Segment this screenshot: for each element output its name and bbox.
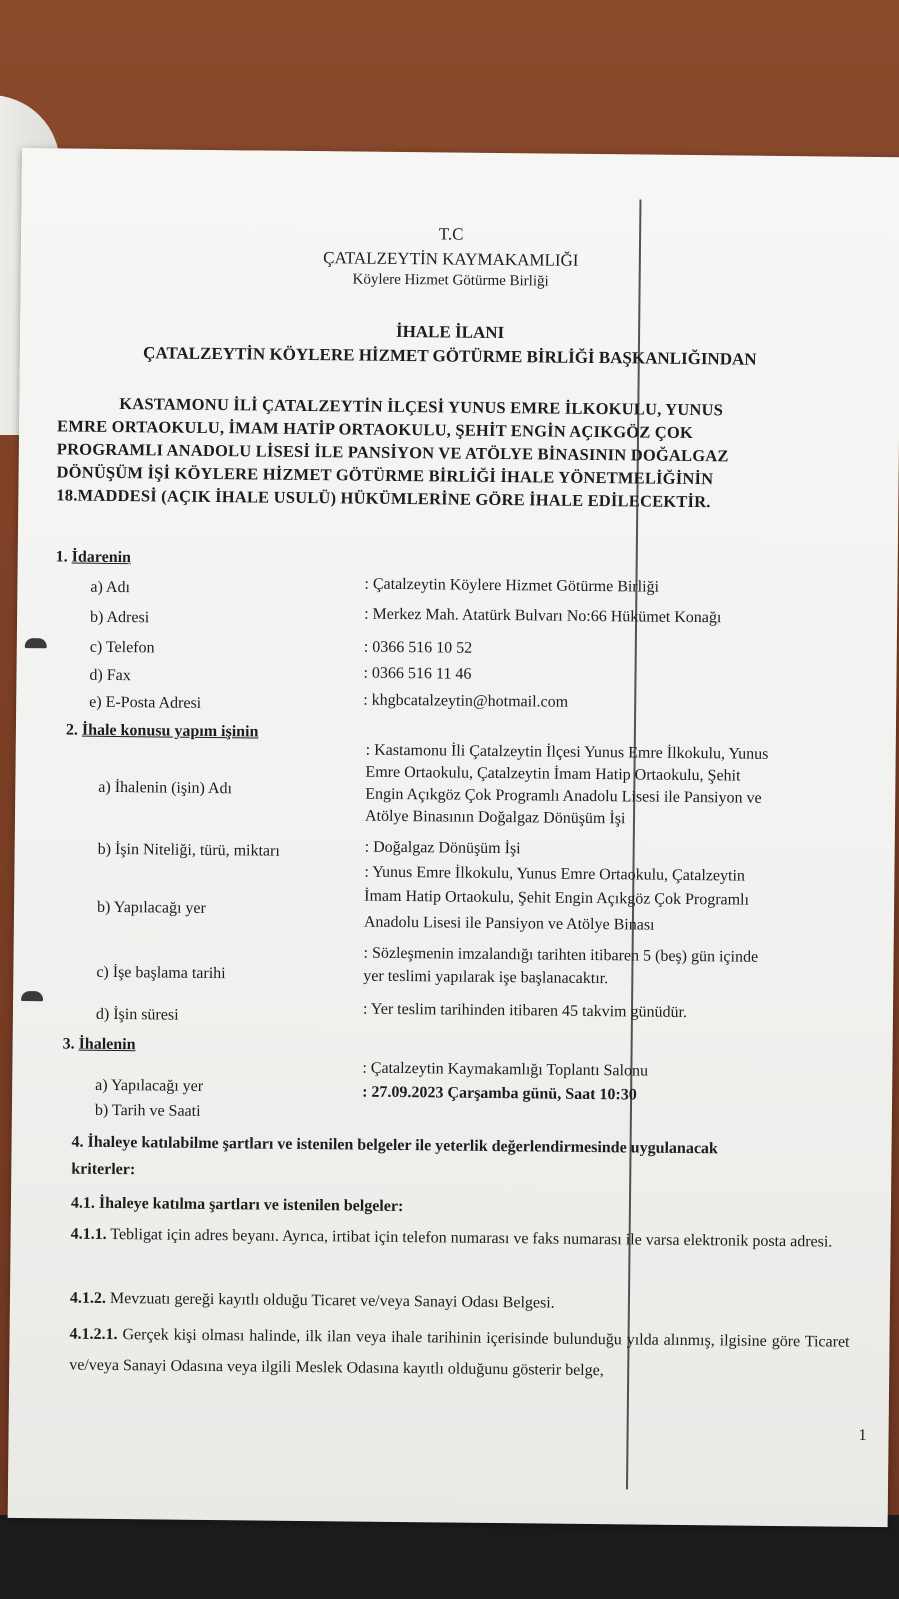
punch-hole-upper — [25, 638, 47, 648]
section1-number: 1. — [55, 548, 68, 566]
start-date-line: yer teslimi yapılarak işe başlanacaktır. — [363, 967, 609, 988]
notice-title: İHALE İLANI — [395, 321, 505, 343]
start-date-line: : Sözleşmenin imzalandığı tarihten itibaren 5 (beş) gün içinde — [363, 944, 759, 966]
duration-label: d) İşin süresi — [95, 1005, 179, 1024]
intro-line: 18.MADDESİ (AÇIK İHALE USULÜ) HÜKÜMLERİNE GÖRE İHALE EDİLECEKTİR. — [56, 485, 711, 512]
header-tc: T.C — [438, 224, 464, 244]
para-text: Tebligat için adres beyanı. Ayrıca, irtibat için telefon numarası ve faks numarası ile varsa elektronik posta adresi. — [106, 1225, 833, 1251]
intro-line: PROGRAMLI ANADOLU LİSESİ İLE PANSİYON VE ATÖLYE BİNASININ DOĞALGAZ — [56, 439, 729, 466]
para-text: Gerçek kişi olması halinde, ilk ilan veya ihale tarihinin içerisinde bulunduğu yılda alınmış, ilgisine göre Ticaret ve/veya Sanayi Odasına veya ilgili Meslek Odasına kayıtlı olduğunu gösterir belge, — [69, 1326, 850, 1380]
work-type-value: : Doğalgaz Dönüşüm İşi — [364, 838, 521, 858]
header-office: ÇATALZEYTİN KAYMAKAMLIĞI — [323, 248, 579, 270]
section2-title: İhale konusu yapım işinin — [81, 721, 259, 741]
section2-number: 2. — [65, 721, 78, 739]
work-place-label: b) Yapılacağı yer — [96, 898, 206, 917]
tender-notice-document — [8, 148, 899, 1527]
row-value: : Merkez Mah. Atatürk Bulvarı No:66 Hükümet Konağı — [364, 605, 722, 627]
row-label: b) Adresi — [90, 608, 150, 627]
para-number: 4.1.2. — [69, 1289, 107, 1307]
duration-value: : Yer teslim tarihinden itibaren 45 takvim günüdür. — [362, 1000, 688, 1022]
work-place-line: İmam Hatip Ortaokulu, Şehit Engin Açıkgöz Çok Programlı — [364, 887, 750, 909]
paragraph-4-1-1 — [70, 1219, 850, 1258]
row-label: e) E-Posta Adresi — [89, 693, 202, 712]
work-place-line: Anadolu Lisesi ile Pansiyon ve Atölye Binası — [363, 913, 655, 934]
paragraph-4-1-2 — [70, 1283, 850, 1322]
punch-hole-lower — [21, 991, 43, 1001]
section1-heading — [56, 548, 131, 567]
work-name-label: a) İhalenin (işin) Adı — [98, 778, 233, 798]
header-union: Köylere Hizmet Götürme Birliği — [352, 271, 549, 290]
intro-line: KASTAMONU İLİ ÇATALZEYTİN İLÇESİ YUNUS EMRE İLKOKULU, YUNUS — [119, 394, 724, 420]
intro-line: EMRE ORTAOKULU, İMAM HATİP ORTAOKULU, ŞEHİT ENGİN AÇIKGÖZ ÇOK — [56, 416, 694, 443]
para-number: 4.1.1. — [70, 1225, 107, 1243]
tender-date-value: : 27.09.2023 Çarşamba günü, Saat 10:30 — [362, 1083, 637, 1104]
dark-table-edge — [0, 1515, 899, 1599]
work-type-label: b) İşin Niteliği, türü, miktarı — [97, 840, 280, 860]
para-number: 4.1.2.1. — [69, 1325, 118, 1344]
section4-title-cont: kriterler: — [71, 1160, 136, 1179]
row-label: c) Telefon — [89, 638, 155, 657]
tender-date-label: b) Tarih ve Saati — [94, 1101, 201, 1120]
para-text: Mevzuatı gereği kayıtlı olduğu Ticaret ve/veya Sanayi Odası Belgesi. — [105, 1289, 555, 1312]
section3-number: 3. — [62, 1035, 75, 1053]
row-value: : khgbcatalzeytin@hotmail.com — [363, 691, 569, 711]
page-number: 1 — [858, 1426, 867, 1444]
notice-subtitle: ÇATALZEYTİN KÖYLERE HİZMET GÖTÜRME BİRLİĞİ BAŞKANLIĞINDAN — [142, 343, 757, 369]
row-label: a) Adı — [90, 578, 131, 597]
row-label: d) Fax — [89, 666, 131, 685]
section4-title: 4. İhaleye katılabilme şartları ve istenilen belgeler ile yeterlik değerlendirmesinde uygulanacak — [71, 1133, 718, 1158]
work-name-line: : Kastamonu İli Çatalzeytin İlçesi Yunus Emre İlkokulu, Yunus — [365, 741, 769, 763]
section2-heading — [66, 721, 259, 741]
section3-heading — [63, 1035, 136, 1054]
row-value: : Çatalzeytin Köylere Hizmet Götürme Birliği — [364, 575, 660, 596]
tender-place-value: : Çatalzeytin Kaymakamlığı Toplantı Salonu — [362, 1059, 649, 1080]
section4-subtitle: 4.1. İhaleye katılma şartları ve istenilen belgeler: — [70, 1194, 404, 1216]
work-place-line: : Yunus Emre İlkokulu, Yunus Emre Ortaokulu, Çatalzeytin — [364, 863, 746, 885]
work-name-line: Atölye Binasının Doğalgaz Dönüşüm İşi — [364, 807, 626, 828]
work-name-line: Engin Açıkgöz Çok Programlı Anadolu Lisesi ile Pansiyon ve — [365, 785, 762, 807]
intro-line: DÖNÜŞÜM İŞİ KÖYLERE HİZMET GÖTÜRME BİRLİĞİ İHALE YÖNETMELİĞİNİN — [56, 462, 714, 489]
section1-title: İdarenin — [71, 548, 132, 567]
start-date-label: c) İşe başlama tarihi — [96, 963, 226, 983]
section3-title: İhalenin — [78, 1035, 136, 1054]
work-name-line: Emre Ortaokulu, Çatalzeytin İmam Hatip Ortaokulu, Şehit — [365, 763, 741, 785]
paragraph-4-1-2-1 — [69, 1319, 850, 1389]
tender-place-label: a) Yapılacağı yer — [95, 1076, 204, 1095]
row-value: : 0366 516 10 52 — [363, 638, 473, 657]
row-value: : 0366 516 11 46 — [363, 664, 472, 683]
